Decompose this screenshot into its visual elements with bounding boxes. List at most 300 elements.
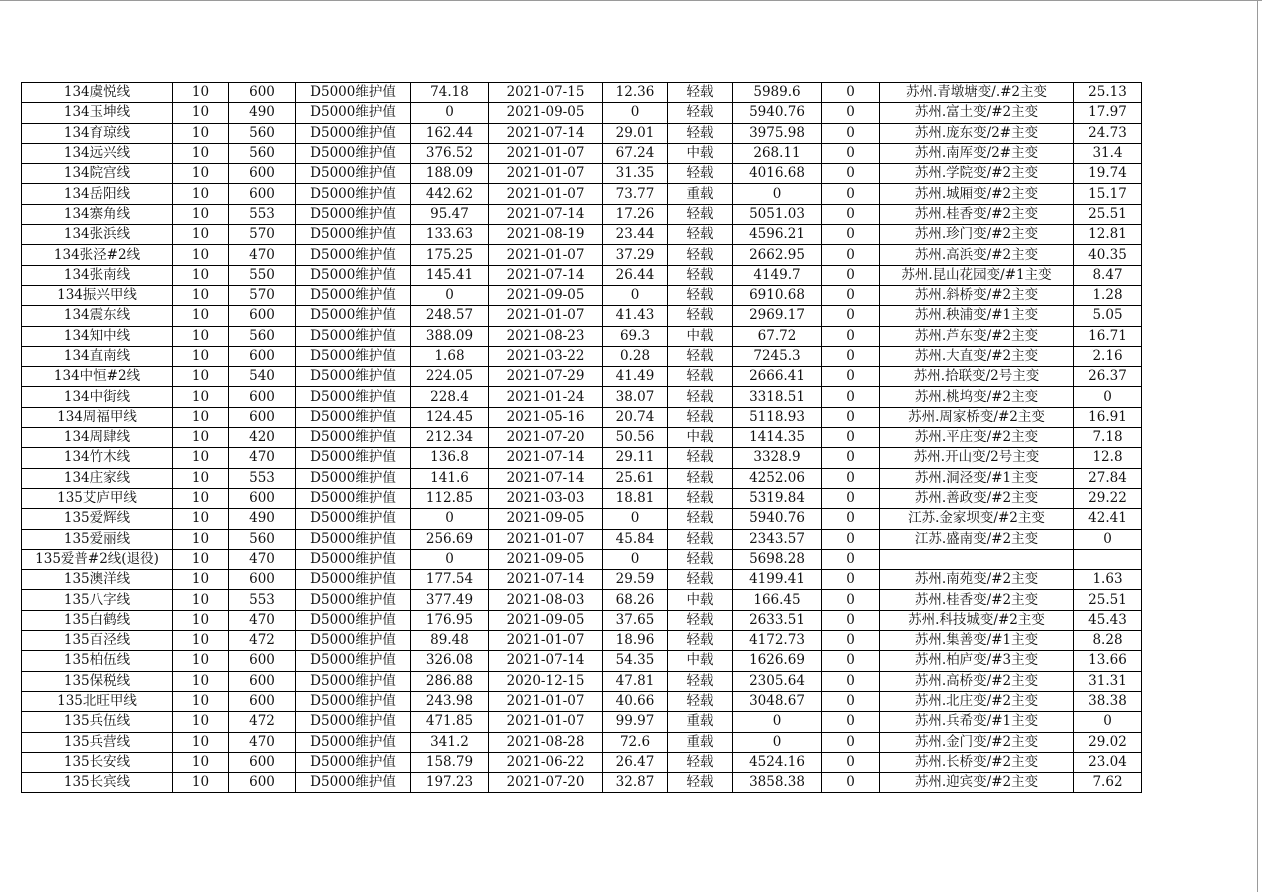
transformer-cell: 苏州.桃坞变/#2主变 (880, 387, 1074, 407)
spare-capacity-cell: 3318.51 (733, 387, 822, 407)
transformer-cell: 苏州.大直变/#2主变 (880, 346, 1074, 366)
date-cell: 2021-01-07 (489, 631, 603, 651)
current-cell: 471.85 (411, 712, 489, 732)
flag-cell: 0 (822, 367, 880, 387)
current-cell: 145.41 (411, 265, 489, 285)
voltage-cell: 10 (173, 691, 229, 711)
load-rate-cell: 31.35 (603, 164, 668, 184)
rated-current-cell: 490 (229, 103, 296, 123)
data-source-cell: D5000维护值 (296, 164, 411, 184)
load-status-cell: 轻载 (668, 691, 733, 711)
voltage-cell: 10 (173, 732, 229, 752)
line-name-cell: 134庄家线 (22, 468, 173, 488)
load-rate-cell: 23.44 (603, 225, 668, 245)
rated-current-cell: 600 (229, 184, 296, 204)
load-status-cell: 轻载 (668, 265, 733, 285)
voltage-cell: 10 (173, 123, 229, 143)
load-status-cell: 轻载 (668, 204, 733, 224)
data-source-cell: D5000维护值 (296, 326, 411, 346)
flag-cell: 0 (822, 448, 880, 468)
transformer-cell: 苏州.青墩塘变/.#2主变 (880, 83, 1074, 103)
current-cell: 376.52 (411, 143, 489, 163)
line-name-cell: 134远兴线 (22, 143, 173, 163)
transformer-load-cell: 25.51 (1074, 204, 1142, 224)
date-cell: 2021-01-07 (489, 245, 603, 265)
spare-capacity-cell: 3975.98 (733, 123, 822, 143)
line-name-cell: 135北旺甲线 (22, 691, 173, 711)
data-source-cell: D5000维护值 (296, 428, 411, 448)
transformer-load-cell: 31.4 (1074, 143, 1142, 163)
voltage-cell: 10 (173, 83, 229, 103)
voltage-cell: 10 (173, 407, 229, 427)
current-cell: 286.88 (411, 671, 489, 691)
transformer-cell: 苏州.拾联变/2号主变 (880, 367, 1074, 387)
transformer-load-cell: 7.18 (1074, 428, 1142, 448)
table-row (22, 103, 1142, 123)
date-cell: 2021-07-14 (489, 204, 603, 224)
rated-current-cell: 470 (229, 732, 296, 752)
date-cell: 2021-01-07 (489, 529, 603, 549)
table-row (22, 732, 1142, 752)
rated-current-cell: 550 (229, 265, 296, 285)
voltage-cell: 10 (173, 387, 229, 407)
transformer-load-cell: 23.04 (1074, 752, 1142, 772)
flag-cell: 0 (822, 529, 880, 549)
spare-capacity-cell: 4172.73 (733, 631, 822, 651)
date-cell: 2021-09-05 (489, 285, 603, 305)
rated-current-cell: 540 (229, 367, 296, 387)
voltage-cell: 10 (173, 346, 229, 366)
rated-current-cell: 553 (229, 590, 296, 610)
data-source-cell: D5000维护值 (296, 712, 411, 732)
rated-current-cell: 560 (229, 529, 296, 549)
date-cell: 2021-07-14 (489, 448, 603, 468)
line-name-cell: 135长宾线 (22, 773, 173, 793)
spare-capacity-cell: 1626.69 (733, 651, 822, 671)
spare-capacity-cell: 2633.51 (733, 610, 822, 630)
voltage-cell: 10 (173, 590, 229, 610)
date-cell: 2021-01-24 (489, 387, 603, 407)
current-cell: 158.79 (411, 752, 489, 772)
transformer-cell: 苏州.南厍变/2#主变 (880, 143, 1074, 163)
load-rate-cell: 18.96 (603, 631, 668, 651)
load-rate-cell: 0.28 (603, 346, 668, 366)
data-source-cell: D5000维护值 (296, 773, 411, 793)
transformer-load-cell: 25.13 (1074, 83, 1142, 103)
current-cell: 377.49 (411, 590, 489, 610)
flag-cell: 0 (822, 265, 880, 285)
rated-current-cell: 472 (229, 631, 296, 651)
table-row (22, 326, 1142, 346)
load-rate-cell: 69.3 (603, 326, 668, 346)
spare-capacity-cell: 0 (733, 732, 822, 752)
load-status-cell: 轻载 (668, 367, 733, 387)
transformer-cell: 苏州.富土变/#2主变 (880, 103, 1074, 123)
flag-cell: 0 (822, 103, 880, 123)
load-status-cell: 轻载 (668, 83, 733, 103)
date-cell: 2021-07-20 (489, 428, 603, 448)
load-status-cell: 中载 (668, 428, 733, 448)
voltage-cell: 10 (173, 428, 229, 448)
voltage-cell: 10 (173, 103, 229, 123)
load-rate-cell: 32.87 (603, 773, 668, 793)
load-rate-cell: 29.59 (603, 570, 668, 590)
load-rate-cell: 0 (603, 285, 668, 305)
current-cell: 89.48 (411, 631, 489, 651)
table-row (22, 773, 1142, 793)
transformer-cell: 苏州.高桥变/#2主变 (880, 671, 1074, 691)
transformer-cell: 苏州.桂香变/#2主变 (880, 204, 1074, 224)
flag-cell: 0 (822, 651, 880, 671)
line-name-cell: 134竹木线 (22, 448, 173, 468)
transformer-cell: 苏州.集善变/#1主变 (880, 631, 1074, 651)
voltage-cell: 10 (173, 285, 229, 305)
current-cell: 74.18 (411, 83, 489, 103)
current-cell: 124.45 (411, 407, 489, 427)
line-name-cell: 134岳阳线 (22, 184, 173, 204)
line-name-cell: 135百泾线 (22, 631, 173, 651)
voltage-cell: 10 (173, 651, 229, 671)
spare-capacity-cell: 3328.9 (733, 448, 822, 468)
transformer-cell: 苏州.周家桥变/#2主变 (880, 407, 1074, 427)
spare-capacity-cell: 5051.03 (733, 204, 822, 224)
load-status-cell: 轻载 (668, 448, 733, 468)
voltage-cell: 10 (173, 265, 229, 285)
transformer-load-cell: 16.71 (1074, 326, 1142, 346)
data-source-cell: D5000维护值 (296, 285, 411, 305)
flag-cell: 0 (822, 732, 880, 752)
flag-cell: 0 (822, 225, 880, 245)
spare-capacity-cell: 5940.76 (733, 103, 822, 123)
voltage-cell: 10 (173, 326, 229, 346)
load-rate-cell: 17.26 (603, 204, 668, 224)
transformer-load-cell: 38.38 (1074, 691, 1142, 711)
flag-cell: 0 (822, 631, 880, 651)
transformer-load-cell (1074, 549, 1142, 569)
load-status-cell: 轻载 (668, 529, 733, 549)
load-status-cell: 轻载 (668, 610, 733, 630)
transformer-load-cell: 42.41 (1074, 509, 1142, 529)
data-source-cell: D5000维护值 (296, 468, 411, 488)
rated-current-cell: 600 (229, 407, 296, 427)
transformer-load-cell: 12.81 (1074, 225, 1142, 245)
data-source-cell: D5000维护值 (296, 549, 411, 569)
table-row (22, 590, 1142, 610)
date-cell: 2021-06-22 (489, 752, 603, 772)
data-source-cell: D5000维护值 (296, 529, 411, 549)
transformer-load-cell: 1.28 (1074, 285, 1142, 305)
transformer-load-cell: 0 (1074, 387, 1142, 407)
transformer-load-cell: 25.51 (1074, 590, 1142, 610)
load-rate-cell: 41.43 (603, 306, 668, 326)
flag-cell: 0 (822, 407, 880, 427)
flag-cell: 0 (822, 549, 880, 569)
current-cell: 1.68 (411, 346, 489, 366)
load-status-cell: 轻载 (668, 773, 733, 793)
load-rate-cell: 20.74 (603, 407, 668, 427)
load-rate-cell: 0 (603, 103, 668, 123)
transformer-cell: 苏州.城厢变/#2主变 (880, 184, 1074, 204)
current-cell: 248.57 (411, 306, 489, 326)
data-source-cell: D5000维护值 (296, 346, 411, 366)
transformer-load-cell: 7.62 (1074, 773, 1142, 793)
table-row (22, 143, 1142, 163)
transformer-cell: 苏州.高浜变/#2主变 (880, 245, 1074, 265)
transformer-cell: 苏州.长桥变/#2主变 (880, 752, 1074, 772)
rated-current-cell: 470 (229, 448, 296, 468)
table-row (22, 407, 1142, 427)
transformer-load-cell: 17.97 (1074, 103, 1142, 123)
transformer-load-cell: 45.43 (1074, 610, 1142, 630)
transformer-cell: 苏州.南苑变/#2主变 (880, 570, 1074, 590)
spare-capacity-cell: 3048.67 (733, 691, 822, 711)
load-rate-cell: 29.11 (603, 448, 668, 468)
date-cell: 2020-12-15 (489, 671, 603, 691)
load-status-cell: 轻载 (668, 631, 733, 651)
line-name-cell: 134虞悦线 (22, 83, 173, 103)
load-rate-cell: 37.65 (603, 610, 668, 630)
table-row (22, 428, 1142, 448)
transformer-cell: 苏州.善政变/#2主变 (880, 488, 1074, 508)
table-body (22, 83, 1142, 793)
rated-current-cell: 420 (229, 428, 296, 448)
flag-cell: 0 (822, 83, 880, 103)
load-rate-cell: 99.97 (603, 712, 668, 732)
transformer-cell: 苏州.庞东变/2#主变 (880, 123, 1074, 143)
data-source-cell: D5000维护值 (296, 570, 411, 590)
date-cell: 2021-08-19 (489, 225, 603, 245)
rated-current-cell: 472 (229, 712, 296, 732)
transformer-cell: 苏州.迎宾变/#2主变 (880, 773, 1074, 793)
load-status-cell: 轻载 (668, 509, 733, 529)
spare-capacity-cell: 0 (733, 184, 822, 204)
load-status-cell: 轻载 (668, 225, 733, 245)
load-status-cell: 重载 (668, 712, 733, 732)
load-rate-cell: 72.6 (603, 732, 668, 752)
date-cell: 2021-07-15 (489, 83, 603, 103)
load-status-cell: 中载 (668, 326, 733, 346)
data-source-cell: D5000维护值 (296, 407, 411, 427)
load-status-cell: 轻载 (668, 468, 733, 488)
load-status-cell: 重载 (668, 732, 733, 752)
data-source-cell: D5000维护值 (296, 225, 411, 245)
load-status-cell: 轻载 (668, 752, 733, 772)
date-cell: 2021-07-14 (489, 651, 603, 671)
flag-cell: 0 (822, 204, 880, 224)
line-name-cell: 134张南线 (22, 265, 173, 285)
voltage-cell: 10 (173, 306, 229, 326)
flag-cell: 0 (822, 590, 880, 610)
date-cell: 2021-07-14 (489, 265, 603, 285)
line-name-cell: 134寨角线 (22, 204, 173, 224)
table-row (22, 346, 1142, 366)
rated-current-cell: 560 (229, 123, 296, 143)
voltage-cell: 10 (173, 671, 229, 691)
date-cell: 2021-01-07 (489, 143, 603, 163)
line-name-cell: 134直南线 (22, 346, 173, 366)
rated-current-cell: 470 (229, 610, 296, 630)
data-source-cell: D5000维护值 (296, 184, 411, 204)
transformer-cell: 苏州.洞泾变/#1主变 (880, 468, 1074, 488)
table-row (22, 691, 1142, 711)
rated-current-cell: 570 (229, 285, 296, 305)
flag-cell: 0 (822, 184, 880, 204)
data-source-cell: D5000维护值 (296, 245, 411, 265)
rated-current-cell: 600 (229, 387, 296, 407)
table-row (22, 123, 1142, 143)
transformer-cell: 苏州.开山变/2号主变 (880, 448, 1074, 468)
load-rate-cell: 54.35 (603, 651, 668, 671)
load-status-cell: 中载 (668, 590, 733, 610)
voltage-cell: 10 (173, 529, 229, 549)
table-row (22, 204, 1142, 224)
table-row (22, 651, 1142, 671)
voltage-cell: 10 (173, 509, 229, 529)
rated-current-cell: 570 (229, 225, 296, 245)
table-row (22, 671, 1142, 691)
table-row (22, 529, 1142, 549)
voltage-cell: 10 (173, 184, 229, 204)
data-source-cell: D5000维护值 (296, 306, 411, 326)
date-cell: 2021-05-16 (489, 407, 603, 427)
table-row (22, 285, 1142, 305)
load-rate-cell: 41.49 (603, 367, 668, 387)
transformer-cell: 苏州.珍门变/#2主变 (880, 225, 1074, 245)
table-row (22, 488, 1142, 508)
load-status-cell: 轻载 (668, 103, 733, 123)
flag-cell: 0 (822, 691, 880, 711)
voltage-cell: 10 (173, 549, 229, 569)
spare-capacity-cell: 4524.16 (733, 752, 822, 772)
date-cell: 2021-07-29 (489, 367, 603, 387)
spare-capacity-cell: 5989.6 (733, 83, 822, 103)
current-cell: 326.08 (411, 651, 489, 671)
transformer-cell: 苏州.昆山花园变/#1主变 (880, 265, 1074, 285)
voltage-cell: 10 (173, 570, 229, 590)
table-row (22, 631, 1142, 651)
table-row (22, 448, 1142, 468)
table-row (22, 712, 1142, 732)
data-source-cell: D5000维护值 (296, 691, 411, 711)
load-rate-cell: 18.81 (603, 488, 668, 508)
transformer-load-cell: 8.47 (1074, 265, 1142, 285)
transformer-load-cell: 29.22 (1074, 488, 1142, 508)
rated-current-cell: 553 (229, 468, 296, 488)
line-name-cell: 135保税线 (22, 671, 173, 691)
transformer-cell: 江苏.盛南变/#2主变 (880, 529, 1074, 549)
data-source-cell: D5000维护值 (296, 651, 411, 671)
load-status-cell: 轻载 (668, 346, 733, 366)
rated-current-cell: 600 (229, 570, 296, 590)
line-name-cell: 135柏伍线 (22, 651, 173, 671)
current-cell: 212.34 (411, 428, 489, 448)
line-name-cell: 134玉坤线 (22, 103, 173, 123)
load-status-cell: 中载 (668, 143, 733, 163)
load-rate-cell: 26.47 (603, 752, 668, 772)
date-cell: 2021-03-03 (489, 488, 603, 508)
date-cell: 2021-01-07 (489, 691, 603, 711)
line-name-cell: 135兵营线 (22, 732, 173, 752)
current-cell: 162.44 (411, 123, 489, 143)
current-cell: 197.23 (411, 773, 489, 793)
rated-current-cell: 600 (229, 306, 296, 326)
line-name-cell: 134震东线 (22, 306, 173, 326)
transformer-cell: 苏州.金门变/#2主变 (880, 732, 1074, 752)
load-status-cell: 轻载 (668, 387, 733, 407)
load-rate-cell: 37.29 (603, 245, 668, 265)
table-row (22, 468, 1142, 488)
load-status-cell: 中载 (668, 651, 733, 671)
table-row (22, 387, 1142, 407)
flag-cell: 0 (822, 428, 880, 448)
date-cell: 2021-09-05 (489, 610, 603, 630)
date-cell: 2021-07-20 (489, 773, 603, 793)
current-cell: 256.69 (411, 529, 489, 549)
line-name-cell: 134振兴甲线 (22, 285, 173, 305)
load-rate-cell: 73.77 (603, 184, 668, 204)
load-rate-cell: 45.84 (603, 529, 668, 549)
transformer-load-cell: 8.28 (1074, 631, 1142, 651)
spare-capacity-cell: 2666.41 (733, 367, 822, 387)
spare-capacity-cell: 3858.38 (733, 773, 822, 793)
data-source-cell: D5000维护值 (296, 143, 411, 163)
load-rate-cell: 0 (603, 549, 668, 569)
data-source-cell: D5000维护值 (296, 123, 411, 143)
current-cell: 112.85 (411, 488, 489, 508)
flag-cell: 0 (822, 509, 880, 529)
rated-current-cell: 470 (229, 245, 296, 265)
voltage-cell: 10 (173, 225, 229, 245)
load-rate-cell: 40.66 (603, 691, 668, 711)
load-status-cell: 轻载 (668, 407, 733, 427)
spare-capacity-cell: 5940.76 (733, 509, 822, 529)
flag-cell: 0 (822, 346, 880, 366)
line-load-table (21, 82, 1142, 793)
load-status-cell: 轻载 (668, 488, 733, 508)
transformer-load-cell: 1.63 (1074, 570, 1142, 590)
data-source-cell: D5000维护值 (296, 103, 411, 123)
date-cell: 2021-09-05 (489, 103, 603, 123)
data-source-cell: D5000维护值 (296, 204, 411, 224)
transformer-cell: 苏州.兵希变/#1主变 (880, 712, 1074, 732)
transformer-cell: 苏州.桂香变/#2主变 (880, 590, 1074, 610)
data-source-cell: D5000维护值 (296, 488, 411, 508)
load-rate-cell: 25.61 (603, 468, 668, 488)
current-cell: 0 (411, 549, 489, 569)
line-name-cell: 135艾庐甲线 (22, 488, 173, 508)
current-cell: 188.09 (411, 164, 489, 184)
flag-cell: 0 (822, 306, 880, 326)
transformer-cell: 苏州.学院变/#2主变 (880, 164, 1074, 184)
flag-cell: 0 (822, 123, 880, 143)
date-cell: 2021-03-22 (489, 346, 603, 366)
flag-cell: 0 (822, 245, 880, 265)
current-cell: 341.2 (411, 732, 489, 752)
spare-capacity-cell: 2343.57 (733, 529, 822, 549)
load-rate-cell: 47.81 (603, 671, 668, 691)
line-name-cell: 134中恒#2线 (22, 367, 173, 387)
data-source-cell: D5000维护值 (296, 671, 411, 691)
load-status-cell: 轻载 (668, 570, 733, 590)
flag-cell: 0 (822, 712, 880, 732)
page-border-right (1257, 0, 1258, 892)
current-cell: 175.25 (411, 245, 489, 265)
voltage-cell: 10 (173, 367, 229, 387)
load-status-cell: 轻载 (668, 164, 733, 184)
load-status-cell: 轻载 (668, 285, 733, 305)
voltage-cell: 10 (173, 164, 229, 184)
rated-current-cell: 600 (229, 651, 296, 671)
